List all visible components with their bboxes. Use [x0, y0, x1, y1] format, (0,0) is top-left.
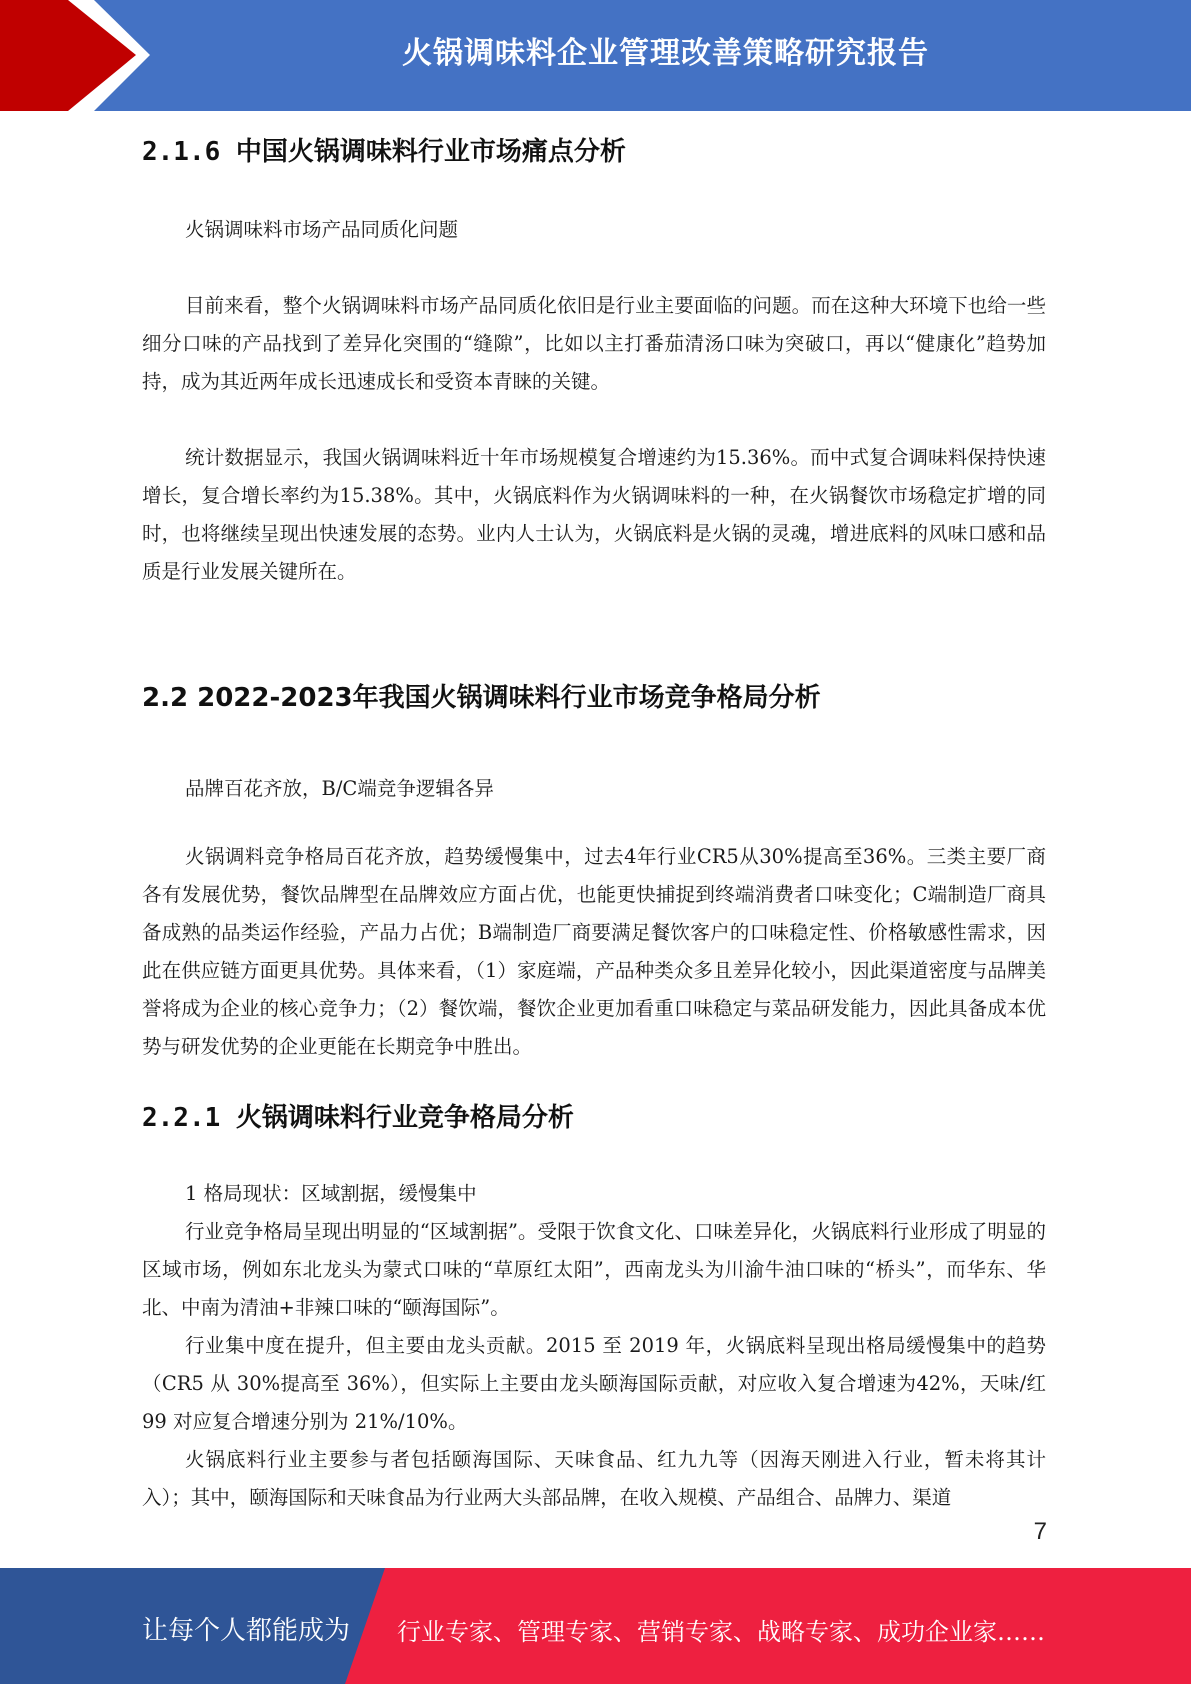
paragraph-concentration: 行业集中度在提升，但主要由龙头贡献。2015 至 2019 年，火锅底料呈现出格局缓慢集中的趋势（CR5 从 30%提高至 36%），但实际上主要由龙头颐海国际贡献，对应收入复合增速为42%，天味/红 99 对应复合增速分别为 21%/10%。	[142, 1334, 1046, 1433]
paragraph-regional: 行业竞争格局呈现出明显的“区域割据”。受限于饮食文化、口味差异化，火锅底料行业形成了明显的区域市场，例如东北龙头为蒙式口味的“草原红太阳”，西南龙头为川渝牛油口味的“桥头”，而华东、华北、中南为清油+非辣口味的“颐海国际”。	[142, 1220, 1046, 1319]
paragraph-statistics: 统计数据显示，我国火锅调味料近十年市场规模复合增速约为15.36%。而中式复合调味料保持快速增长，复合增长率约为15.38%。其中，火锅底料作为火锅调味料的一种，在火锅餐饮市场稳定扩增的同时，也将继续呈现出快速发展的态势。业内人士认为，火锅底料是火锅的灵魂，增进底料的风味口感和品质是行业发展关键所在。	[142, 446, 1046, 583]
footer-slogan-right: 行业专家、管理专家、营销专家、战略专家、成功企业家……	[397, 1618, 1045, 1646]
section-heading-2-2: 2.2 2022-2023年我国火锅调味料行业市场竞争格局分析	[142, 683, 821, 713]
section-heading-2-1-6: 2.1.6 中国火锅调味料行业市场痛点分析	[142, 137, 626, 167]
paragraph-homogenization: 目前来看，整个火锅调味料市场产品同质化依旧是行业主要面临的问题。而在这种大环境下也给一些细分口味的产品找到了差异化突围的“缝隙”，比如以主打番茄清汤口味为突破口，再以“健康化”趋势加持，成为其近两年成长迅速成长和受资本青睐的关键。	[142, 294, 1046, 393]
footer-slogan-left: 让每个人都能成为	[142, 1616, 351, 1646]
header-red-chevron-icon	[0, 0, 140, 111]
subtopic-landscape: 1 格局现状：区域割据，缓慢集中	[185, 1182, 477, 1205]
page-footer	[0, 1568, 1191, 1684]
page-header	[0, 0, 1191, 111]
paragraph-participants: 火锅底料行业主要参与者包括颐海国际、天味食品、红九九等（因海天刚进入行业，暂未将其计入）；其中，颐海国际和天味食品为行业两大头部品牌，在收入规模、产品组合、品牌力、渠道	[142, 1448, 1046, 1509]
paragraph-competition: 火锅调料竞争格局百花齐放，趋势缓慢集中，过去4年行业CR5从30%提高至36%。三类主要厂商各有发展优势，餐饮品牌型在品牌效应方面占优，也能更快捕捉到终端消费者口味变化；C端制造厂商具备成熟的品类运作经验，产品力占优；B端制造厂商要满足餐饮客户的口味稳定性、价格敏感性需求，因此在供应链方面更具优势。具体来看，（1）家庭端，产品种类众多且差异化较小，因此渠道密度与品牌美誉将成为企业的核心竞争力；（2）餐饮端，餐饮企业更加看重口味稳定与菜品研发能力，因此具备成本优势与研发优势的企业更能在长期竞争中胜出。	[142, 845, 1046, 1058]
report-title: 火锅调味料企业管理改善策略研究报告	[402, 36, 929, 71]
section-heading-2-2-1: 2.2.1 火锅调味料行业竞争格局分析	[142, 1103, 574, 1133]
subtopic-brands: 品牌百花齐放，B/C端竞争逻辑各异	[185, 777, 494, 800]
subtopic-homogenization: 火锅调味料市场产品同质化问题	[185, 218, 459, 241]
page-number: 7	[1033, 1518, 1047, 1545]
